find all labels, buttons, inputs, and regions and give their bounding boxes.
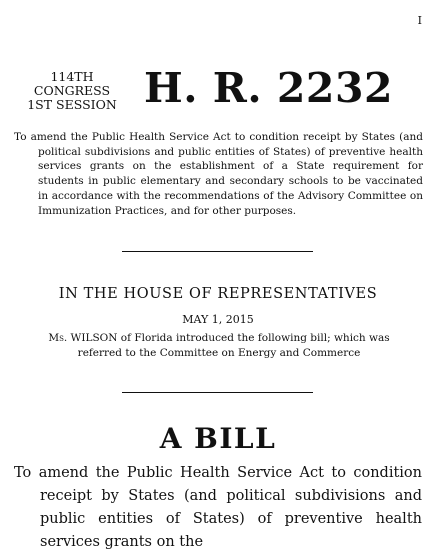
introduction-statement <box>26 331 412 361</box>
bill-heading: A BILL <box>159 422 277 455</box>
congress-label: 114TH CONGRESS <box>33 69 111 98</box>
bill-summary: To amend the Public Health Service Act to condition receipt by States (and political subdivisions and public entities of States) of preventive health services grants on the establishment of a State requirement for students in public elementary and secondary schools to be vaccinated in accordance with the recommendations of the Advisory Committee on Immunization Practices, and for other purposes. <box>14 131 423 217</box>
divider-rule <box>122 392 313 393</box>
page-number: I <box>417 14 422 27</box>
introduction-date: MAY 1, 2015 <box>182 313 254 326</box>
sponsor-name: Ms. WILSON <box>48 332 118 344</box>
house-header: IN THE HOUSE OF REPRESENTATIVES <box>58 286 378 302</box>
divider-rule <box>122 251 313 252</box>
bill-number: H. R. 2232 <box>144 64 394 112</box>
congress-session-block <box>14 70 130 112</box>
session-label: 1ST SESSION <box>27 97 117 112</box>
bill-title-text: To amend the Public Health Service Act to condition receipt by States (and political subdivisions and public entities of States) of preventive health services grants on the <box>14 465 422 550</box>
introduction-text: of Florida introduced the following bill; which was referred to the Committee on Energy and Commerce <box>77 332 390 359</box>
